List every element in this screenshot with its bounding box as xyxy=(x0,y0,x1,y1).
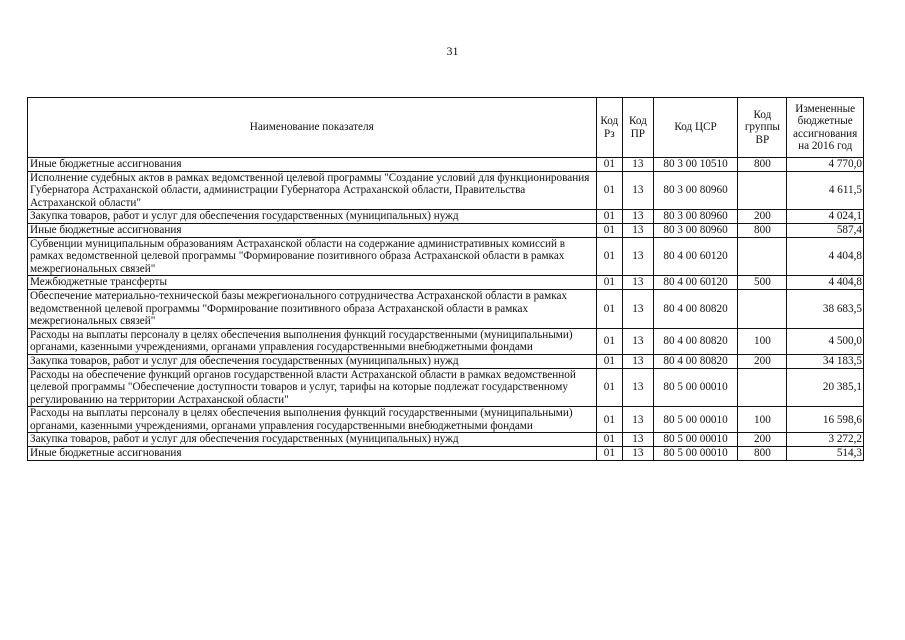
cell-csr: 80 5 00 00010 xyxy=(653,447,738,461)
cell-csr: 80 4 00 60120 xyxy=(653,237,738,276)
cell-name: Иные бюджетные ассигнования xyxy=(28,447,597,461)
cell-pr: 13 xyxy=(623,171,654,210)
cell-rz: 01 xyxy=(596,447,623,461)
cell-amount: 587,4 xyxy=(787,223,864,237)
page-number: 31 xyxy=(446,44,459,58)
table-row xyxy=(28,210,864,224)
cell-name: Межбюджетные трансферты xyxy=(28,276,597,290)
cell-rz: 01 xyxy=(596,433,623,447)
cell-csr: 80 4 00 60120 xyxy=(653,276,738,290)
table-row xyxy=(28,354,864,368)
cell-amount: 16 598,6 xyxy=(787,407,864,433)
header-name: Наименование показателя xyxy=(28,98,597,158)
table-row xyxy=(28,223,864,237)
cell-pr: 13 xyxy=(623,328,654,354)
cell-rz: 01 xyxy=(596,289,623,328)
table-row xyxy=(28,328,864,354)
cell-vr: 500 xyxy=(738,276,787,290)
cell-name: Закупка товаров, работ и услуг для обеспечения государственных (муниципальных) нужд xyxy=(28,354,597,368)
cell-amount: 4 770,0 xyxy=(787,158,864,172)
cell-vr: 800 xyxy=(738,447,787,461)
cell-vr: 200 xyxy=(738,210,787,224)
cell-name: Обеспечение материально-технической базы межрегионального сотрудничества Астраханской области в рамках ведомственной целевой программы "Формирование позитивного образа Астраханской области в рамках межрегиональных связей" xyxy=(28,289,597,328)
cell-rz: 01 xyxy=(596,237,623,276)
cell-vr: 100 xyxy=(738,407,787,433)
cell-vr: 200 xyxy=(738,433,787,447)
cell-rz: 01 xyxy=(596,171,623,210)
cell-amount: 20 385,1 xyxy=(787,368,864,407)
cell-csr: 80 5 00 00010 xyxy=(653,433,738,447)
cell-name: Расходы на обеспечение функций органов государственной власти Астраханской области в рамках ведомственной целевой программы "Обеспечение доступности товаров и услуг, тарифы на которые подлежат государственному регулированию на территории Астраханской области" xyxy=(28,368,597,407)
cell-name: Расходы на выплаты персоналу в целях обеспечения выполнения функций государственными (муниципальными) органами, казенными учреждениями, органами управления государственными внебюджетными фондами xyxy=(28,407,597,433)
table-row xyxy=(28,276,864,290)
cell-amount: 4 024,1 xyxy=(787,210,864,224)
cell-rz: 01 xyxy=(596,368,623,407)
cell-pr: 13 xyxy=(623,368,654,407)
header-pr: Код ПР xyxy=(623,98,654,158)
cell-vr: 800 xyxy=(738,223,787,237)
cell-csr: 80 4 00 80820 xyxy=(653,289,738,328)
cell-pr: 13 xyxy=(623,447,654,461)
table-row xyxy=(28,407,864,433)
cell-name: Исполнение судебных актов в рамках ведомственной целевой программы "Создание условий для функционирования Губернатора Астраханской области, администрации Губернатора Астраханской области, Правительства Астраханской области" xyxy=(28,171,597,210)
cell-rz: 01 xyxy=(596,407,623,433)
table-row xyxy=(28,289,864,328)
cell-pr: 13 xyxy=(623,289,654,328)
cell-csr: 80 5 00 00010 xyxy=(653,407,738,433)
cell-vr xyxy=(738,171,787,210)
cell-amount: 4 404,8 xyxy=(787,276,864,290)
cell-amount: 4 611,5 xyxy=(787,171,864,210)
header-csr: Код ЦСР xyxy=(653,98,738,158)
cell-pr: 13 xyxy=(623,223,654,237)
cell-amount: 38 683,5 xyxy=(787,289,864,328)
cell-csr: 80 5 00 00010 xyxy=(653,368,738,407)
header-amount: Измененные бюджетные ассигнования на 2016 год xyxy=(787,98,864,158)
cell-name: Субвенции муниципальным образованиям Астраханской области на содержание административных комиссий в рамках ведомственной целевой программы "Формирование позитивного образа Астраханской области в рамках межрегиональных связей" xyxy=(28,237,597,276)
table-body xyxy=(28,158,864,461)
table-row xyxy=(28,171,864,210)
cell-name: Иные бюджетные ассигнования xyxy=(28,158,597,172)
table-header xyxy=(28,98,864,158)
cell-pr: 13 xyxy=(623,210,654,224)
cell-csr: 80 3 00 80960 xyxy=(653,223,738,237)
table-row xyxy=(28,158,864,172)
cell-pr: 13 xyxy=(623,237,654,276)
cell-csr: 80 3 00 80960 xyxy=(653,171,738,210)
cell-amount: 514,3 xyxy=(787,447,864,461)
header-rz: Код Рз xyxy=(596,98,623,158)
budget-table xyxy=(27,97,864,461)
cell-rz: 01 xyxy=(596,223,623,237)
cell-pr: 13 xyxy=(623,433,654,447)
cell-pr: 13 xyxy=(623,158,654,172)
cell-vr xyxy=(738,237,787,276)
header-row xyxy=(28,98,864,158)
cell-rz: 01 xyxy=(596,328,623,354)
cell-rz: 01 xyxy=(596,210,623,224)
cell-rz: 01 xyxy=(596,276,623,290)
cell-name: Закупка товаров, работ и услуг для обеспечения государственных (муниципальных) нужд xyxy=(28,433,597,447)
cell-csr: 80 3 00 80960 xyxy=(653,210,738,224)
table-row xyxy=(28,433,864,447)
cell-amount: 3 272,2 xyxy=(787,433,864,447)
cell-vr: 200 xyxy=(738,354,787,368)
table-row xyxy=(28,237,864,276)
cell-csr: 80 4 00 80820 xyxy=(653,328,738,354)
cell-pr: 13 xyxy=(623,276,654,290)
cell-name: Закупка товаров, работ и услуг для обеспечения государственных (муниципальных) нужд xyxy=(28,210,597,224)
cell-vr xyxy=(738,368,787,407)
cell-rz: 01 xyxy=(596,158,623,172)
table-row xyxy=(28,447,864,461)
cell-csr: 80 3 00 10510 xyxy=(653,158,738,172)
cell-amount: 4 404,8 xyxy=(787,237,864,276)
cell-vr: 100 xyxy=(738,328,787,354)
cell-name: Иные бюджетные ассигнования xyxy=(28,223,597,237)
table-row xyxy=(28,368,864,407)
cell-vr: 800 xyxy=(738,158,787,172)
cell-pr: 13 xyxy=(623,407,654,433)
cell-pr: 13 xyxy=(623,354,654,368)
cell-vr xyxy=(738,289,787,328)
cell-name: Расходы на выплаты персоналу в целях обеспечения выполнения функций государственными (муниципальными) органами, казенными учреждениями, органами управления государственными внебюджетными фондами xyxy=(28,328,597,354)
header-vr: Код группы ВР xyxy=(738,98,787,158)
cell-rz: 01 xyxy=(596,354,623,368)
cell-csr: 80 4 00 80820 xyxy=(653,354,738,368)
cell-amount: 4 500,0 xyxy=(787,328,864,354)
cell-amount: 34 183,5 xyxy=(787,354,864,368)
